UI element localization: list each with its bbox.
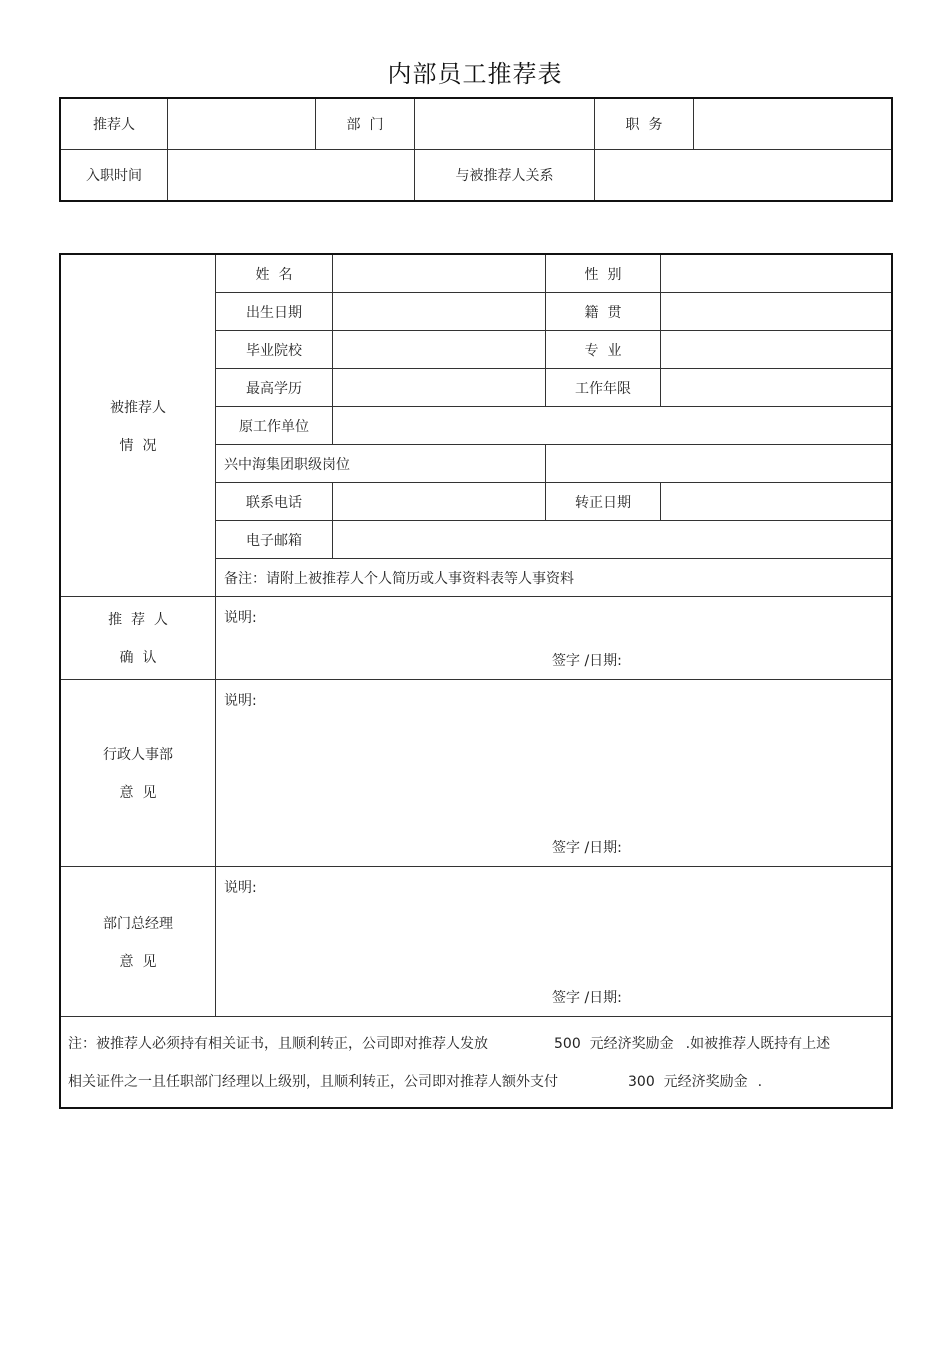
major-field[interactable] xyxy=(661,331,892,369)
gm-opinion-desc: 说明: xyxy=(224,880,257,896)
hr-opinion-desc: 说明: xyxy=(224,693,257,709)
department-field[interactable] xyxy=(415,99,595,150)
major-label: 专 业 xyxy=(546,331,661,369)
position-label: 职 务 xyxy=(595,99,694,150)
referrer-confirm-label-1: 推 荐 人 xyxy=(108,612,168,628)
referrer-confirm-sign: 签字 /日期: xyxy=(552,653,622,669)
note-line2-c: . xyxy=(757,1074,763,1090)
candidate-label-2: 情 况 xyxy=(119,437,157,454)
referrer-field[interactable] xyxy=(168,99,316,150)
former-employer-field[interactable] xyxy=(333,407,892,445)
hr-opinion-label-2: 意 见 xyxy=(119,785,157,801)
school-label: 毕业院校 xyxy=(216,331,333,369)
hr-opinion-label-1: 行政人事部 xyxy=(103,747,173,763)
school-field[interactable] xyxy=(333,331,546,369)
referrer-confirm-label-2: 确 认 xyxy=(119,650,157,666)
regular-date-field[interactable] xyxy=(661,483,892,521)
education-label: 最高学历 xyxy=(216,369,333,407)
hr-opinion-sign: 签字 /日期: xyxy=(552,840,622,856)
birth-date-field[interactable] xyxy=(333,293,546,331)
education-field[interactable] xyxy=(333,369,546,407)
former-employer-label: 原工作单位 xyxy=(216,407,333,445)
work-years-field[interactable] xyxy=(661,369,892,407)
candidate-label-1: 被推荐人 xyxy=(110,399,166,416)
gm-opinion-label-2: 意 见 xyxy=(119,953,157,970)
relation-field[interactable] xyxy=(595,150,892,201)
referrer-confirm-desc: 说明: xyxy=(224,610,257,626)
work-years-label: 工作年限 xyxy=(546,369,661,407)
gm-opinion-label-1: 部门总经理 xyxy=(103,915,173,932)
remark-text: 备注：请附上被推荐人个人简历或人事资料表等人事资料 xyxy=(216,559,892,597)
gm-opinion-area[interactable] xyxy=(216,867,892,1017)
gm-opinion-sign: 签字 /日期: xyxy=(552,990,622,1006)
note-line1-a: 注：被推荐人必须持有相关证书，且顺利转正，公司即对推荐人发放 xyxy=(68,1036,488,1052)
email-label: 电子邮箱 xyxy=(216,521,333,559)
phone-label: 联系电话 xyxy=(216,483,333,521)
note-line2-b: 元经济奖励金 xyxy=(663,1074,748,1090)
name-field[interactable] xyxy=(333,255,546,293)
email-field[interactable] xyxy=(333,521,892,559)
regular-date-label: 转正日期 xyxy=(546,483,661,521)
referrer-confirm-area[interactable] xyxy=(216,597,892,680)
department-label: 部 门 xyxy=(316,99,415,150)
note-line2-amount: 300 xyxy=(628,1074,655,1090)
hire-date-label: 入职时间 xyxy=(61,150,168,201)
referrer-confirm-label xyxy=(61,597,216,680)
group-level-post-label: 兴中海集团职级岗位 xyxy=(216,445,546,483)
hire-date-field[interactable] xyxy=(168,150,415,201)
native-place-label: 籍 贯 xyxy=(546,293,661,331)
gender-label: 性 别 xyxy=(546,255,661,293)
relation-label: 与被推荐人关系 xyxy=(415,150,595,201)
native-place-field[interactable] xyxy=(661,293,892,331)
page-title: 内部员工推荐表 xyxy=(387,60,563,88)
note-line1-amount: 500 xyxy=(554,1036,581,1052)
candidate-table xyxy=(60,254,892,1108)
note-cell xyxy=(61,1017,892,1108)
phone-field[interactable] xyxy=(333,483,546,521)
candidate-section-label xyxy=(61,255,216,597)
birth-date-label: 出生日期 xyxy=(216,293,333,331)
referrer-info-table xyxy=(60,98,892,201)
name-label: 姓 名 xyxy=(216,255,333,293)
gender-field[interactable] xyxy=(661,255,892,293)
referrer-label: 推荐人 xyxy=(61,99,168,150)
note-line-1 xyxy=(68,1025,885,1063)
group-level-post-field[interactable] xyxy=(546,445,892,483)
note-line-2 xyxy=(68,1063,885,1101)
note-line2-a: 相关证件之一且任职部门经理以上级别，且顺利转正，公司即对推荐人额外支付 xyxy=(68,1074,558,1090)
hr-opinion-label xyxy=(61,680,216,867)
hr-opinion-area[interactable] xyxy=(216,680,892,867)
position-field[interactable] xyxy=(694,99,892,150)
note-line1-c: .如被推荐人既持有上述 xyxy=(685,1036,831,1052)
gm-opinion-label xyxy=(61,867,216,1017)
note-line1-b: 元经济奖励金 xyxy=(589,1036,674,1052)
